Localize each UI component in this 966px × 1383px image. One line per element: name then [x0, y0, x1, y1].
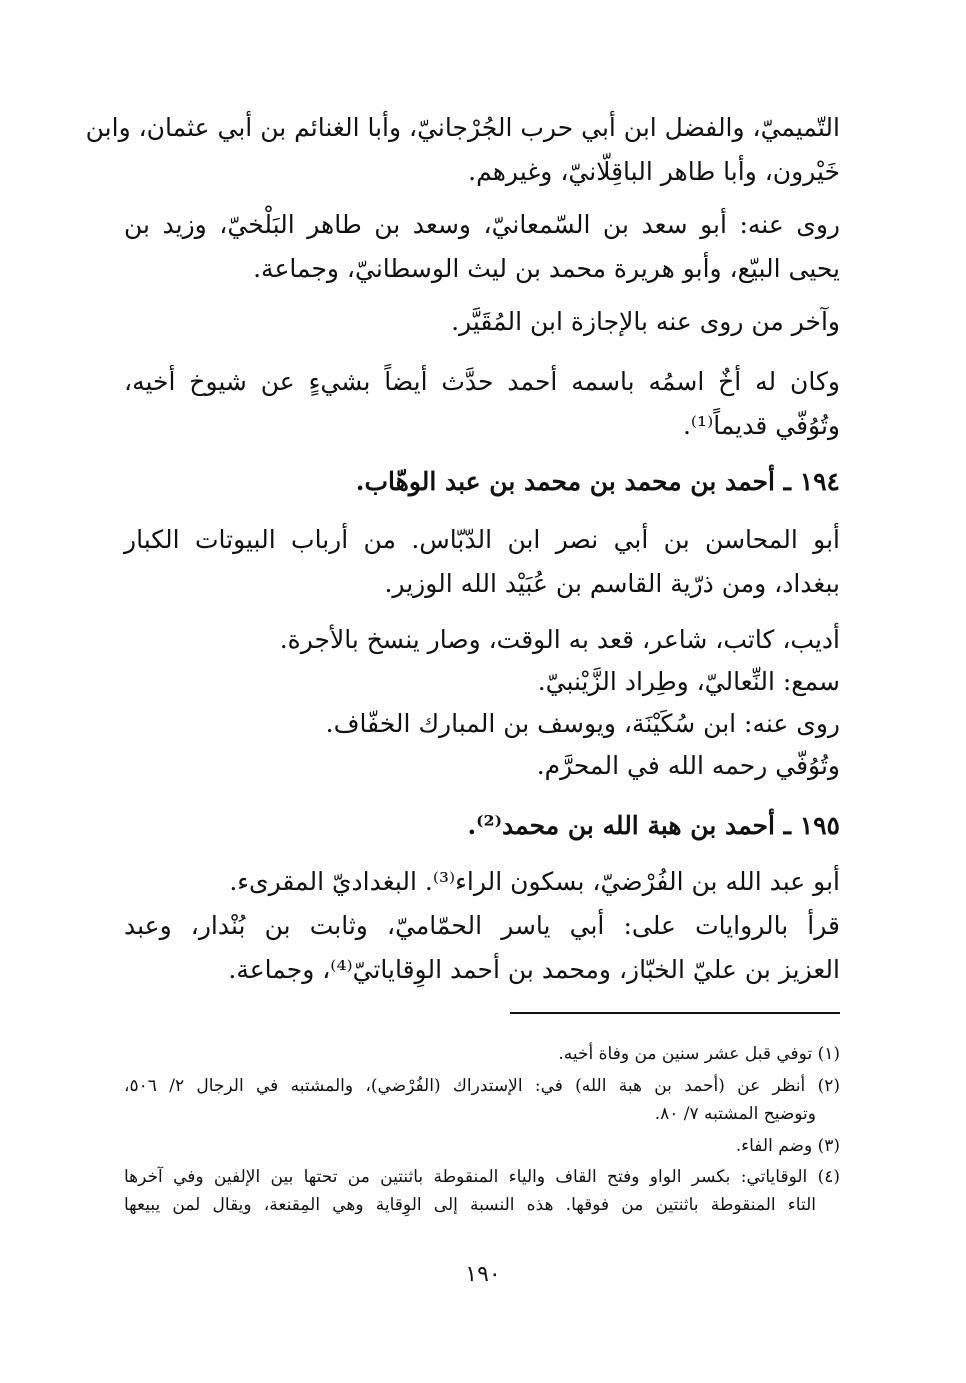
footnote-2: (٢) أنظر عن (أحمد بن هبة الله) في: الإستدراك (الفُرْضي)، والمشتبه في الرجال ٢/ ٥٠٦، [124, 1076, 840, 1096]
body-line-4: يحيى البيّع، وأبو هريرة محمد بن ليث الوسطانيّ، وجماعة. [253, 254, 840, 283]
footnote-1: (١) توفي قبل عشر سنين من وفاة أخيه. [558, 1044, 840, 1064]
body-line-11: أديب، كاتب، شاعر، قعد به الوقت، وصار ينسخ بالأجرة. [279, 625, 840, 654]
body-line-17: قرأ بالروايات على: أبي ياسر الحمّاميّ، وثابت بن بُنْدار، وعبد [124, 911, 840, 940]
body-line-13: روى عنه: ابن سُكَيْنَة، ويوسف بن المبارك الخفّاف. [325, 709, 840, 738]
footnote-3: (٣) وضم الفاء. [735, 1136, 840, 1156]
footnote-4: (٤) الوقاياتي: بكسر الواو وفتح القاف والياء المنقوطة باثنتين من تحتها بين الإلفين وفي آخرها [124, 1167, 840, 1187]
body-line-14: وتُوُفّي رحمه الله في المحرَّم. [536, 751, 840, 780]
body-line-10: ببغداد، ومن ذرّية القاسم بن عُبَيْد الله الوزير. [384, 569, 840, 598]
footnote-4-continued: التاء المنقوطة باثنتين من فوقها. هذه النسبة إلى الوِقاية وهي المِقنعة، ويقال لمن يبيعها [124, 1195, 816, 1215]
body-line-18: العزيز بن عليّ الخبّاز، ومحمد بن أحمد الوِقاياتيّ⁽⁴⁾، وجماعة. [228, 955, 840, 984]
body-line-7: وتُوُفّي قديماً⁽¹⁾. [682, 411, 840, 440]
body-line-16: أبو عبد الله بن الفُرْضيّ، بسكون الراء⁽³⁾. البغداديّ المقرىء. [229, 867, 840, 896]
body-line-6: وكان له أخٌ اسمُه باسمه أحمد حدَّث أيضاً بشيءٍ عن شيوخ أخيه، [124, 367, 840, 396]
body-line-9: أبو المحاسن بن أبي نصر ابن الدّبّاس. من أرباب البيوتات الكبار [124, 525, 840, 554]
body-line-2: خَيْرون، وأبا طاهر الباقِلّانيّ، وغيرهم. [468, 157, 840, 186]
body-line-12: سمع: النِّعاليّ، وطِراد الزَّيْنبيّ. [537, 667, 840, 696]
body-line-3: روى عنه: أبو سعد بن السّمعانيّ، وسعد بن طاهر البَلْخيّ، وزيد بن [124, 210, 840, 239]
body-line-1: التّميميّ، والفضل ابن أبي حرب الجُرْجانيّ، وأبا الغنائم بن أبي عثمان، وابن [85, 113, 840, 142]
footnote-separator [510, 1012, 840, 1014]
footnote-2-continued: وتوضيح المشتبه ٧/ ٨٠. [654, 1104, 816, 1124]
body-line-5: وآخر من روى عنه بالإجازة ابن المُقَيَّر. [451, 307, 840, 336]
page-number: ١٩٠ [465, 1262, 501, 1287]
entry-195-heading: ١٩٥ ـ أحمد بن هبة الله بن محمد⁽²⁾. [467, 811, 840, 840]
entry-194-heading: ١٩٤ ـ أحمد بن محمد بن محمد بن عبد الوهّاب. [355, 467, 840, 496]
